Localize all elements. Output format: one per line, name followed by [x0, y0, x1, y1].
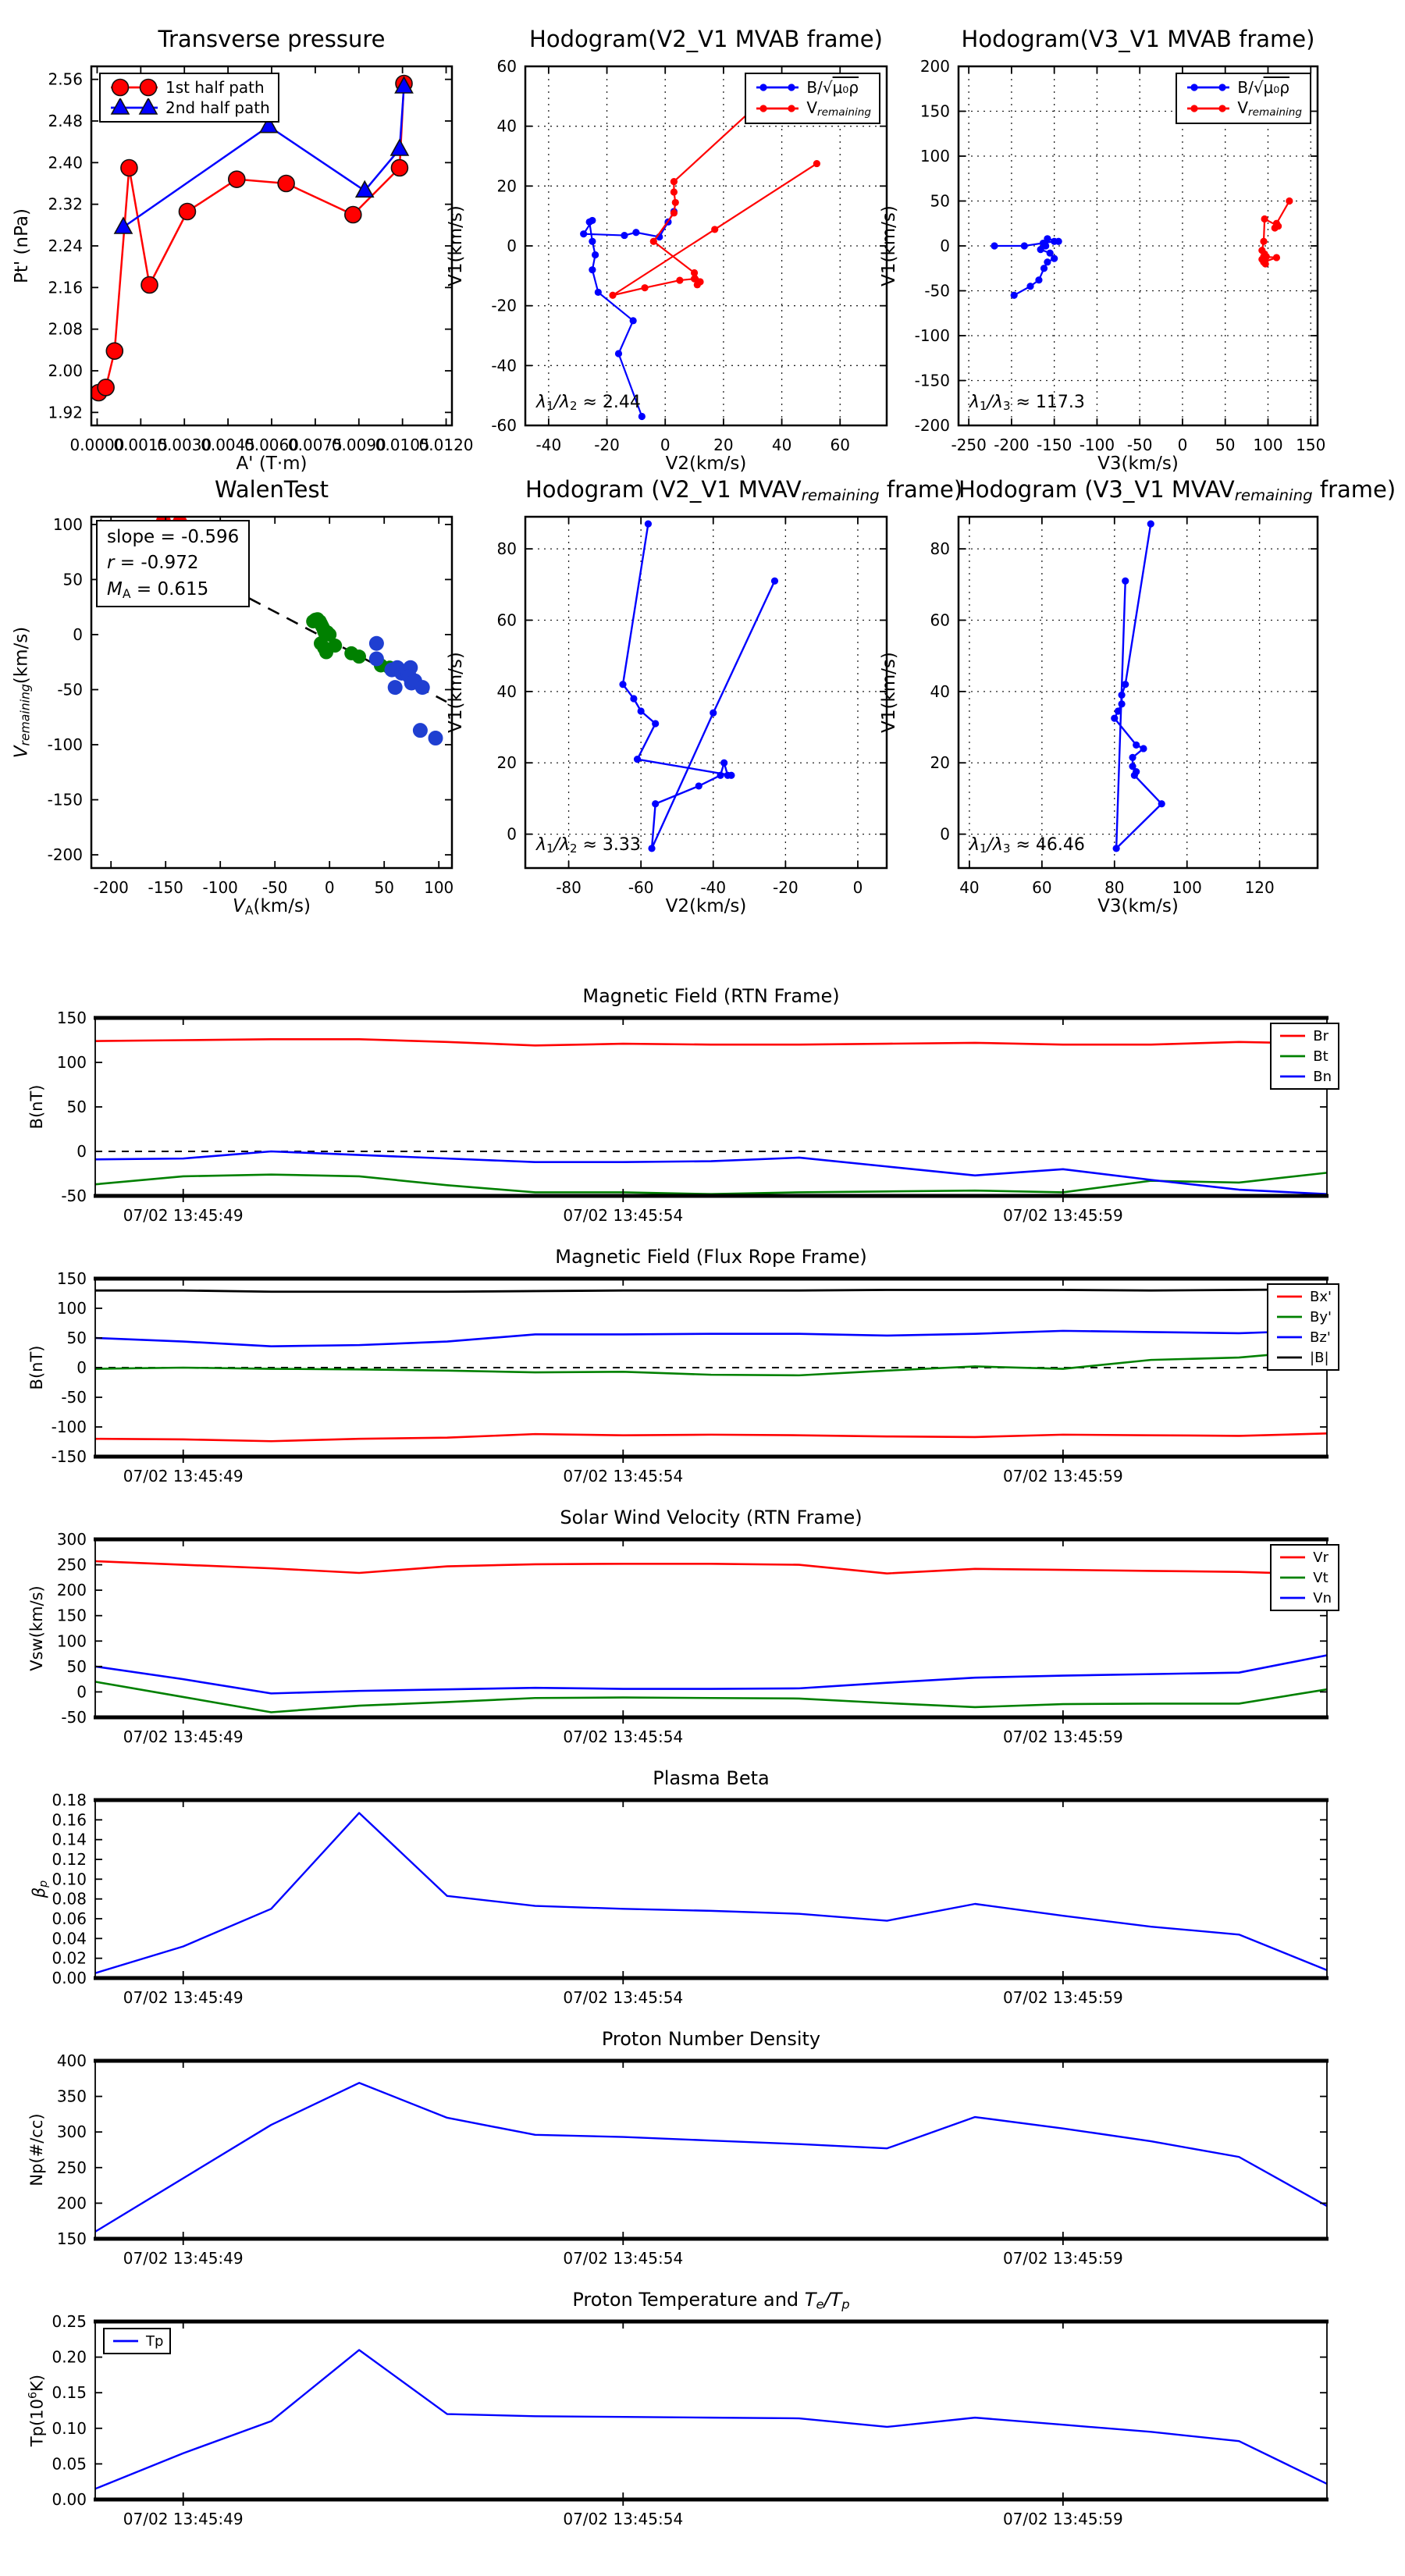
x-tick-label: 07/02 13:45:54: [563, 1467, 684, 1485]
y-tick-label: -150: [914, 371, 950, 390]
y-tick-label: 0: [76, 1682, 87, 1702]
y-tick-label: 50: [62, 570, 83, 589]
y-tick-label: 350: [56, 2087, 87, 2106]
x-tick-label: 0: [660, 436, 670, 454]
x-tick-label: -20: [594, 436, 620, 454]
y-tick-label: 40: [496, 116, 517, 136]
chart-title: Magnetic Field (RTN Frame): [582, 985, 840, 1007]
x-tick-label: -50: [1126, 436, 1153, 454]
x-tick-label: 0: [852, 878, 863, 897]
y-tick-label: 60: [496, 57, 517, 76]
y-tick-label: 0.05: [52, 2454, 87, 2474]
y-tick-label: -50: [61, 1187, 87, 1205]
chart-canvas: [13, 2312, 1401, 2534]
y-tick-label: 300: [56, 1530, 87, 1549]
y-tick-label: 300: [56, 2122, 87, 2142]
y-tick-label: 0: [73, 624, 83, 644]
chart-title: Solar Wind Velocity (RTN Frame): [560, 1507, 863, 1528]
x-tick-label: -150: [1036, 436, 1072, 454]
x-tick-label: 100: [424, 878, 454, 897]
y-axis-label: V1(km/s): [446, 652, 466, 733]
y-tick-label: -20: [491, 296, 517, 315]
y-tick-label: 2.40: [48, 153, 83, 173]
y-tick-label: -50: [57, 680, 83, 699]
x-tick-label: 80: [1104, 878, 1125, 897]
chart-title: Hodogram (V3_V1 MVAVremaining frame): [959, 476, 1396, 505]
x-tick-label: 07/02 13:45:49: [123, 1727, 244, 1746]
x-tick-label: 07/02 13:45:49: [123, 1467, 244, 1485]
x-tick-label: 20: [713, 436, 734, 454]
y-tick-label: 50: [66, 1329, 87, 1347]
x-tick-label: 0.0075: [287, 436, 343, 454]
x-tick-label: 07/02 13:45:49: [123, 1988, 244, 2007]
x-tick-label: 07/02 13:45:54: [563, 1988, 684, 2007]
y-tick-label: 0.10: [52, 1870, 87, 1889]
frame: [91, 66, 452, 425]
y-tick-label: 20: [496, 753, 517, 773]
y-axis-label: $Tp(10^6K)$: [27, 2374, 47, 2447]
x-tick-label: 07/02 13:45:54: [563, 2510, 684, 2528]
legend-label: Vn: [1313, 1589, 1332, 1606]
x-tick-label: 0.0090: [331, 436, 386, 454]
frame: [525, 517, 887, 868]
series-Bt: [95, 1172, 1327, 1194]
x-tick-label: 50: [374, 878, 394, 897]
series-Np: [95, 2083, 1327, 2232]
chart-canvas: [13, 1269, 1401, 1491]
y-tick-label: -200: [47, 845, 83, 865]
fit-stat-line: MA = 0.615: [107, 578, 209, 601]
y-tick-label: 0.16: [52, 1810, 87, 1830]
series-hodogram-path: [1115, 524, 1161, 849]
x-tick-label: 0.0060: [244, 436, 299, 454]
legend-label: B/√μ₀ρ: [806, 78, 859, 97]
x-tick-label: 07/02 13:45:59: [1002, 1467, 1123, 1485]
y-tick-label: 0.08: [52, 1889, 87, 1909]
series-Bx-prime: [95, 1433, 1327, 1441]
chart-title: Hodogram(V2_V1 MVAB frame): [529, 26, 883, 52]
y-axis-label: V1(km/s): [446, 205, 466, 286]
plot-area: [91, 76, 413, 401]
chart-canvas: [13, 1791, 1401, 2012]
series-markers-hodogram-path: [619, 521, 778, 852]
chart-title: Transverse pressure: [158, 26, 386, 52]
legend-label: |B|: [1310, 1349, 1329, 1366]
y-tick-label: 0.04: [52, 1929, 87, 1948]
series-markers-V-remaining: [609, 90, 820, 299]
y-axis-label: V1(km/s): [879, 652, 899, 733]
x-tick-label: -50: [261, 878, 288, 897]
y-tick-label: 150: [56, 1606, 87, 1625]
lambda-ratio-annotation: λ1/λ3 ≈ 46.46: [969, 835, 1085, 856]
y-tick-label: 0.00: [52, 1969, 87, 1987]
y-tick-label: 0.25: [52, 2312, 87, 2331]
lambda-ratio-annotation: λ1/λ3 ≈ 117.3: [969, 393, 1085, 414]
legend-label: Vr: [1313, 1549, 1329, 1566]
y-tick-label: 20: [930, 753, 950, 773]
panel-proton-temperature: [13, 2287, 1401, 2537]
legend-label: Bn: [1313, 1068, 1332, 1085]
x-tick-label: 60: [1032, 878, 1052, 897]
y-tick-label: 0: [76, 1358, 87, 1377]
y-tick-label: 0.15: [52, 2383, 87, 2403]
series-Vr: [95, 1561, 1327, 1574]
chart-title: Proton Number Density: [601, 2028, 821, 2050]
x-axis-label: A' (T·m): [236, 454, 308, 474]
y-tick-label: 2.24: [48, 237, 83, 255]
series-Tp: [95, 2350, 1327, 2489]
y-tick-label: 0: [940, 237, 950, 255]
y-tick-label: -50: [61, 1388, 87, 1407]
chart-title: Hodogram(V3_V1 MVAB frame): [961, 26, 1315, 52]
y-tick-label: 2.00: [48, 361, 83, 380]
chart-title: Hodogram (V2_V1 MVAVremaining frame): [525, 476, 963, 505]
y-tick-label: -150: [47, 790, 83, 809]
plot-area: [95, 1813, 1327, 1973]
y-tick-label: 250: [56, 1555, 87, 1574]
y-tick-label: -50: [924, 281, 950, 301]
x-tick-label: -80: [556, 878, 582, 897]
y-tick-label: 60: [496, 610, 517, 630]
x-tick-label: -100: [202, 878, 238, 897]
x-tick-label: 50: [1215, 436, 1236, 454]
panel-bfield-rtn: [13, 984, 1401, 1233]
x-tick-label: 150: [1296, 436, 1326, 454]
y-axis-label: Vremaining(km/s): [11, 626, 33, 759]
y-tick-label: 2.56: [48, 69, 83, 89]
legend-label: Vremaining: [1237, 98, 1302, 119]
plot-area: [1111, 521, 1165, 852]
x-tick-label: -60: [628, 878, 654, 897]
panel-plasma-beta: [13, 1766, 1401, 2016]
x-tick-label: 07/02 13:45:59: [1002, 1727, 1123, 1746]
chart-canvas: [13, 1009, 1401, 1230]
series-beta-p: [95, 1813, 1327, 1973]
plot-area: [95, 2350, 1327, 2489]
series-Bn: [95, 1151, 1327, 1194]
x-tick-label: 0.0000: [69, 436, 125, 454]
y-tick-label: 200: [56, 1581, 87, 1600]
y-tick-label: 0: [940, 824, 950, 844]
x-tick-label: 0.0045: [201, 436, 256, 454]
y-tick-label: 80: [930, 539, 950, 559]
y-tick-label: 0.20: [52, 2347, 87, 2367]
x-tick-label: 0.0120: [418, 436, 474, 454]
legend-label: Vremaining: [806, 98, 871, 119]
y-tick-label: 100: [56, 1631, 87, 1651]
plot-area: [98, 514, 446, 745]
legend-label: Tp: [146, 2332, 164, 2350]
y-tick-label: 400: [56, 2051, 87, 2070]
y-tick-label: 2.08: [48, 319, 83, 339]
legend-label: Vt: [1313, 1569, 1329, 1586]
chart-canvas: [13, 2051, 1401, 2273]
series-B-over-sqrt-mu0rho: [584, 212, 674, 417]
chart-title: WalenTest: [215, 476, 329, 503]
x-axis-label: V3(km/s): [1097, 454, 1179, 474]
x-tick-label: 07/02 13:45:59: [1002, 2249, 1123, 2268]
y-tick-label: 0.00: [52, 2490, 87, 2509]
y-axis-label: B(nT): [27, 1345, 46, 1390]
legend-label: 2nd half path: [165, 98, 270, 117]
y-tick-label: 150: [56, 2229, 87, 2248]
fit-stat-line: r = -0.972: [107, 553, 199, 574]
plot-area: [580, 90, 820, 420]
x-tick-label: -100: [1079, 436, 1115, 454]
x-tick-label: 07/02 13:45:59: [1002, 2510, 1123, 2528]
y-tick-label: 150: [919, 101, 950, 121]
y-tick-label: 150: [56, 1269, 87, 1288]
x-tick-label: -200: [93, 878, 129, 897]
y-tick-label: 60: [930, 610, 950, 630]
x-tick-label: 0: [1177, 436, 1188, 454]
plot-area: [619, 521, 778, 852]
y-tick-label: 50: [66, 1656, 87, 1676]
x-tick-label: 0.0105: [375, 436, 430, 454]
x-tick-label: 60: [830, 436, 850, 454]
panel-proton-density: [13, 2026, 1401, 2276]
y-tick-label: 50: [66, 1098, 87, 1116]
y-tick-label: -200: [914, 416, 950, 435]
y-tick-label: 0: [507, 824, 517, 844]
chart-title: Plasma Beta: [653, 1767, 770, 1789]
x-tick-label: 07/02 13:45:59: [1002, 1206, 1123, 1225]
series-hodogram-path: [623, 524, 774, 849]
series-Bz-prime: [95, 1330, 1327, 1347]
x-tick-label: -40: [700, 878, 727, 897]
x-tick-label: 07/02 13:45:59: [1002, 1988, 1123, 2007]
x-tick-label: -40: [535, 436, 562, 454]
y-axis-label: βp: [30, 1880, 50, 1898]
chart-title: Proton Temperature and Te/Tp: [572, 2289, 850, 2312]
y-tick-label: -40: [491, 356, 517, 375]
y-tick-label: 1.92: [48, 403, 83, 422]
x-tick-label: -20: [773, 878, 799, 897]
x-tick-label: 0.0015: [113, 436, 169, 454]
y-axis-label: Np(#/cc): [27, 2113, 46, 2186]
y-tick-label: 2.32: [48, 194, 83, 214]
series-markers-hodogram-path: [1111, 521, 1165, 852]
x-axis-label: V3(km/s): [1097, 896, 1179, 916]
plot-area: [991, 197, 1293, 299]
scatter-blue-points: [369, 636, 443, 745]
y-axis-label: Vsw(km/s): [27, 1585, 46, 1671]
y-tick-label: 100: [919, 147, 950, 165]
y-tick-label: 250: [56, 2158, 87, 2177]
series-markers-1st-half-path: [91, 76, 412, 401]
panel-vsw-rtn: [13, 1505, 1401, 1755]
plot-area: [95, 1290, 1327, 1442]
chart-title: Magnetic Field (Flux Rope Frame): [555, 1246, 867, 1268]
x-tick-label: 07/02 13:45:54: [563, 1206, 684, 1225]
y-tick-label: 80: [496, 539, 517, 559]
x-axis-label: V2(km/s): [665, 896, 747, 916]
legend-label: Br: [1313, 1027, 1329, 1044]
y-tick-label: 20: [496, 176, 517, 196]
y-tick-label: -100: [47, 735, 83, 755]
legend-label: By': [1310, 1308, 1332, 1325]
x-tick-label: -200: [994, 436, 1030, 454]
x-axis-label: VA(km/s): [233, 896, 311, 918]
y-tick-label: 40: [496, 681, 517, 701]
lambda-ratio-annotation: λ1/λ2 ≈ 2.44: [536, 393, 641, 414]
y-axis-label: B(nT): [27, 1084, 46, 1130]
legend-label: Bx': [1310, 1288, 1332, 1305]
plot-area: [95, 1039, 1327, 1194]
x-axis-label: V2(km/s): [665, 454, 747, 474]
panel-hodogram-v3v1-mvav: [877, 470, 1400, 950]
series-Br: [95, 1039, 1327, 1045]
legend-label: B/√μ₀ρ: [1237, 78, 1290, 97]
panel-hodogram-v3v1-mvab: [877, 20, 1400, 503]
x-tick-label: 40: [771, 436, 792, 454]
y-tick-label: 0.10: [52, 2418, 87, 2438]
series-1st-half-path: [98, 84, 404, 393]
legend-label: Bt: [1313, 1048, 1329, 1065]
legend-label: 1st half path: [165, 78, 265, 97]
x-tick-label: 40: [959, 878, 980, 897]
chart-canvas: [13, 1530, 1401, 1752]
y-tick-label: 0.18: [52, 1791, 87, 1809]
y-axis-label: V1(km/s): [879, 205, 899, 286]
x-tick-label: 07/02 13:45:54: [563, 1727, 684, 1746]
series-Vn: [95, 1656, 1327, 1694]
x-tick-label: 07/02 13:45:49: [123, 1206, 244, 1225]
y-tick-label: 2.48: [48, 112, 83, 130]
series-markers-2nd-half-path: [115, 77, 413, 233]
y-tick-label: 200: [919, 57, 950, 76]
y-tick-label: 0.12: [52, 1850, 87, 1869]
y-tick-label: 0.14: [52, 1830, 87, 1849]
chart-canvas: [877, 507, 1400, 938]
series-markers-B-over-sqrt-mu0rho: [580, 208, 678, 420]
y-tick-label: 2.16: [48, 278, 83, 297]
series-By-prime: [95, 1350, 1327, 1375]
x-tick-label: -150: [148, 878, 183, 897]
series-V-remaining: [613, 94, 816, 296]
series-Vt: [95, 1681, 1327, 1712]
frame: [959, 517, 1318, 868]
y-tick-label: 0.02: [52, 1948, 87, 1968]
y-tick-label: 150: [56, 1009, 87, 1027]
series-B-magnitude: [95, 1290, 1327, 1292]
y-tick-label: 50: [930, 191, 950, 211]
x-tick-label: 120: [1244, 878, 1275, 897]
x-tick-label: 0: [324, 878, 335, 897]
chart-canvas: [877, 57, 1400, 496]
fit-stat-line: slope = -0.596: [107, 527, 240, 547]
x-tick-label: 100: [1253, 436, 1283, 454]
lambda-ratio-annotation: λ1/λ2 ≈ 3.33: [536, 835, 641, 856]
x-tick-label: 07/02 13:45:49: [123, 2510, 244, 2528]
y-tick-label: 100: [52, 514, 83, 534]
x-tick-label: -250: [951, 436, 987, 454]
y-axis-label: Pt' (nPa): [12, 208, 32, 283]
y-tick-label: -60: [491, 416, 517, 435]
x-tick-label: 07/02 13:45:54: [563, 2249, 684, 2268]
legend-label: Bz': [1310, 1329, 1331, 1346]
y-tick-label: 40: [930, 681, 950, 701]
y-tick-label: 0: [76, 1142, 87, 1161]
y-tick-label: -150: [51, 1447, 87, 1466]
x-tick-label: 0.0030: [157, 436, 212, 454]
y-tick-label: -50: [61, 1708, 87, 1727]
y-tick-label: 0: [507, 237, 517, 255]
y-tick-label: -100: [51, 1418, 87, 1436]
y-tick-label: 100: [56, 1053, 87, 1072]
panel-bfield-fluxrope: [13, 1244, 1401, 1494]
y-tick-label: 0.06: [52, 1909, 87, 1928]
y-tick-label: -100: [914, 326, 950, 345]
y-tick-label: 200: [56, 2194, 87, 2213]
x-tick-label: 100: [1172, 878, 1202, 897]
plot-area: [95, 2083, 1327, 2232]
plot-area: [95, 1561, 1327, 1712]
x-tick-label: 07/02 13:45:49: [123, 2249, 244, 2268]
y-tick-label: 100: [56, 1299, 87, 1318]
